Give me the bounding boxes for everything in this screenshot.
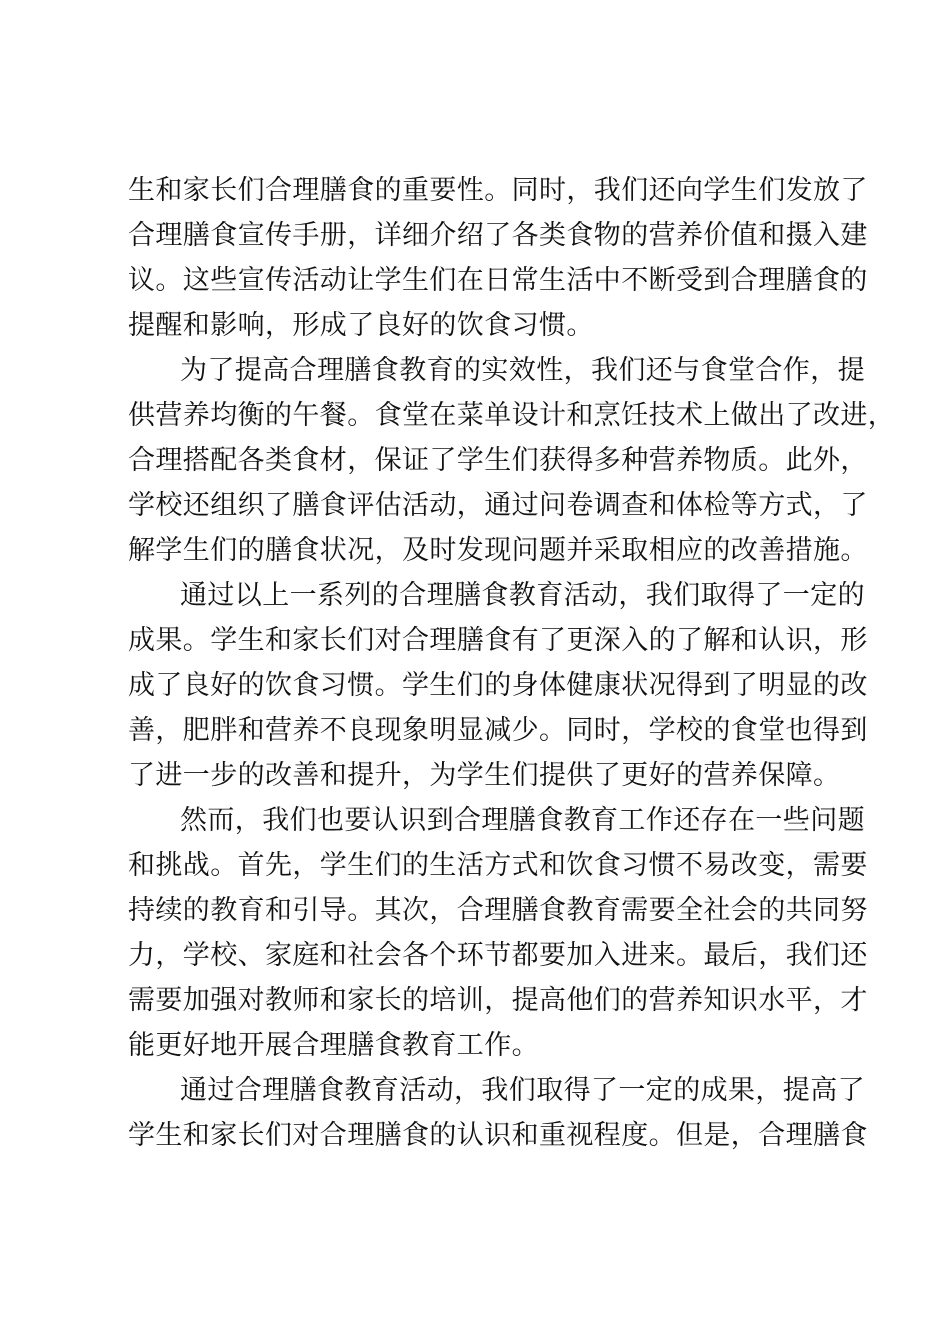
paragraph-first-line: 通过以上一系列的合理膳食教育活动，我们取得了一定的 [180, 580, 865, 611]
paragraph-first-line: 然而，我们也要认识到合理膳食教育工作还存在一些问题 [180, 805, 865, 836]
text-line: 供营养均衡的午餐。食堂在菜单设计和烹饪技术上做出了改进， [128, 400, 896, 431]
text-line: 学校还组织了膳食评估活动，通过问卷调查和体检等方式，了 [128, 490, 868, 521]
text-line: 解学生们的膳食状况，及时发现问题并采取相应的改善措施。 [128, 535, 868, 566]
paragraph-first-line: 为了提高合理膳食教育的实效性，我们还与食堂合作，提 [180, 355, 865, 386]
text-line: 和挑战。首先，学生们的生活方式和饮食习惯不易改变，需要 [128, 850, 868, 881]
text-line: 持续的教育和引导。其次，合理膳食教育需要全社会的共同努 [128, 895, 868, 926]
text-line: 学生和家长们对合理膳食的认识和重视程度。但是，合理膳食 [128, 1120, 868, 1151]
text-line: 议。这些宣传活动让学生们在日常生活中不断受到合理膳食的 [128, 265, 868, 296]
text-line: 能更好地开展合理膳食教育工作。 [128, 1030, 539, 1061]
text-line: 需要加强对教师和家长的培训，提高他们的营养知识水平，才 [128, 985, 868, 1016]
text-line: 力，学校、家庭和社会各个环节都要加入进来。最后，我们还 [128, 940, 868, 971]
paragraph-first-line: 通过合理膳食教育活动，我们取得了一定的成果，提高了 [180, 1075, 865, 1106]
text-line: 成了良好的饮食习惯。学生们的身体健康状况得到了明显的改 [128, 670, 868, 701]
text-line: 生和家长们合理膳食的重要性。同时，我们还向学生们发放了 [128, 175, 868, 206]
text-line: 合理膳食宣传手册，详细介绍了各类食物的营养价值和摄入建 [128, 220, 868, 251]
text-line: 成果。学生和家长们对合理膳食有了更深入的了解和认识，形 [128, 625, 868, 656]
text-line: 提醒和影响，形成了良好的饮食习惯。 [128, 310, 594, 341]
text-line: 善，肥胖和营养不良现象明显减少。同时，学校的食堂也得到 [128, 715, 868, 746]
text-line: 合理搭配各类食材，保证了学生们获得多种营养物质。此外， [128, 445, 868, 476]
text-line: 了进一步的改善和提升，为学生们提供了更好的营养保障。 [128, 760, 841, 791]
